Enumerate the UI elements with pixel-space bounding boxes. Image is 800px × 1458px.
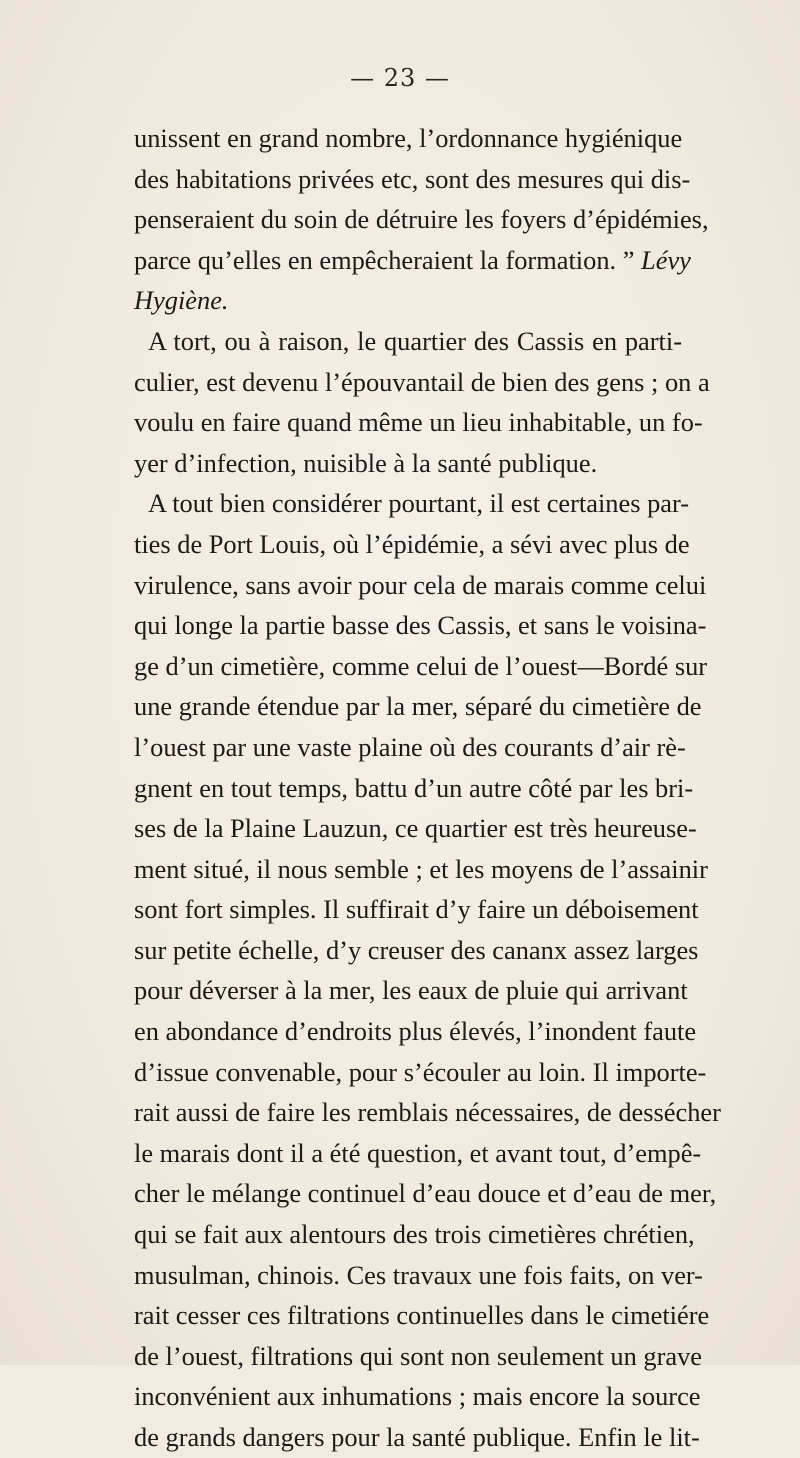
text-fragment: parce qu’elles en empêcheraient la formation. ” (134, 244, 635, 275)
text-line: des habitations privées etc, sont des mesures qui dis- (134, 163, 691, 194)
text-line: cher le mélange continuel d’eau douce et d’eau de mer, (134, 1178, 717, 1209)
text-line: gnent en tout temps, battu d’un autre côté par les bri- (134, 772, 694, 803)
text-line: rait cesser ces filtrations continuelles dans le cimetiére (134, 1300, 710, 1331)
text-line: ge d’un cimetière, comme celui de l’ouest—Bordé sur (134, 650, 708, 681)
paragraph-start: A tout bien considérer pourtant, il est certaines par- (148, 488, 690, 519)
text-line: d’issue convenable, pour s’écouler au loin. Il importe- (134, 1056, 707, 1087)
text-line: de grands dangers pour la santé publique. Enfin le lit- (134, 1422, 700, 1452)
text-line-with-citation (134, 240, 691, 281)
text-line: virulence, sans avoir pour cela de marais comme celui (134, 569, 707, 600)
citation-work: Hygiène. (134, 285, 229, 316)
page-number: — 23 — (350, 64, 450, 92)
text-line: le marais dont il a été question, et avant tout, d’empê- (134, 1137, 702, 1168)
body-text (134, 118, 721, 1458)
citation-line (134, 280, 682, 321)
text-line: inconvénient aux inhumations ; mais encore la source (134, 1381, 701, 1412)
text-line: rait aussi de faire les remblais nécessaires, de dessécher (134, 1097, 721, 1128)
text-line: sont fort simples. Il suffirait d’y faire un déboisement (134, 894, 699, 925)
text-line: pour déverser à la mer, les eaux de pluie qui arrivant (134, 975, 688, 1006)
citation-author: Lévy (641, 244, 691, 275)
text-line: ment situé, il nous semble ; et les moyens de l’assainir (134, 853, 708, 884)
text-line: ties de Port Louis, où l’épidémie, a sévi avec plus de (134, 528, 690, 559)
text-line: une grande étendue par la mer, séparé du cimetière de (134, 691, 702, 722)
text-line: unissent en grand nombre, l’ordonnance hygiénique (134, 123, 683, 153)
text-line: musulman, chinois. Ces travaux une fois faits, on ver- (134, 1259, 703, 1290)
text-line: en abondance d’endroits plus élevés, l’inondent faute (134, 1016, 697, 1047)
paragraph-start: A tort, ou à raison, le quartier des Cassis en parti- (148, 325, 682, 356)
text-line: ses de la Plaine Lauzun, ce quartier est très heureuse- (134, 813, 697, 844)
text-line: de l’ouest, filtrations qui sont non seulement un grave (134, 1340, 703, 1371)
text-line: qui se fait aux alentours des trois cimetières chrétien, (134, 1219, 695, 1250)
text-line: l’ouest par une vaste plaine où des courants d’air rè- (134, 731, 686, 762)
text-line: voulu en faire quand même un lieu inhabitable, un fo- (134, 407, 703, 438)
text-line: penseraient du soin de détruire les foyers d’épidémies, (134, 204, 709, 235)
text-line: yer d’infection, nuisible à la santé publique. (134, 447, 598, 478)
text-line: culier, est devenu l’épouvantail de bien des gens ; on a (134, 366, 710, 397)
text-line: sur petite échelle, d’y creuser des cananx assez larges (134, 934, 699, 965)
text-line: qui longe la partie basse des Cassis, et sans le voisina- (134, 610, 707, 641)
